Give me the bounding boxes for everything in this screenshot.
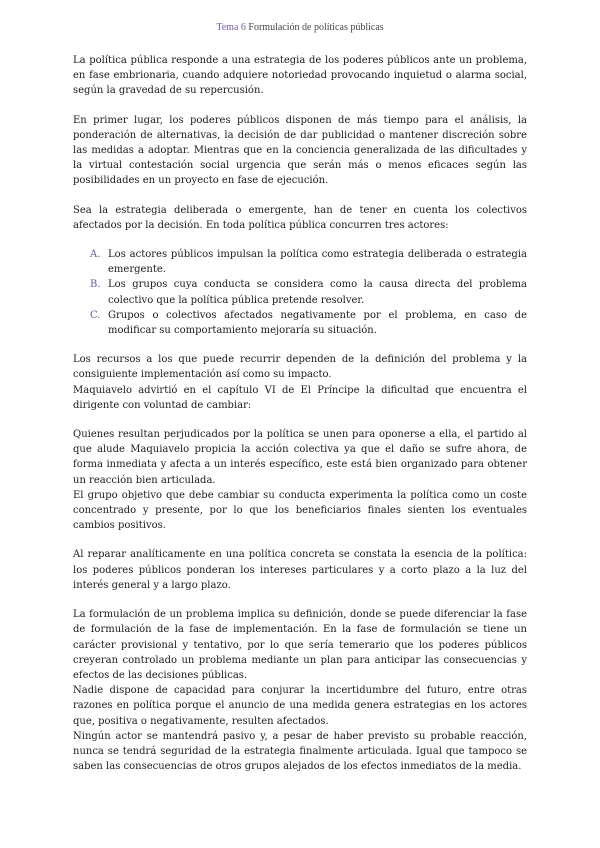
page-header xyxy=(0,22,600,33)
list-item xyxy=(90,277,527,307)
paragraph: Los recursos a los que puede recurrir dependen de la definición del problema y la consiguiente implementación así como su impacto. xyxy=(73,354,527,381)
actors-list xyxy=(73,247,527,338)
list-marker: B. xyxy=(90,279,101,291)
document-body xyxy=(73,53,527,774)
list-marker: C. xyxy=(90,309,101,321)
header-title: Formulación de políticas públicas xyxy=(248,22,384,33)
paragraph: Nadie dispone de capacidad para conjurar la incertidumbre del futuro, entre otras razones en política porque el anuncio de una medida genera estrategias en los actores que, positiva o negativamente, resulten afectados. xyxy=(73,685,527,727)
paragraph: Maquiavelo advirtió en el capítulo VI de El Príncipe la dificultad que encuentra el dirigente con voluntad de cambiar: xyxy=(73,384,527,411)
list-item xyxy=(90,247,527,277)
paragraph: La política pública responde a una estrategia de los poderes públicos ante un problema, en fase embrionaria, cuando adquiere notoriedad provocando inquietud o alarma social, según la gravedad de su repercusión. xyxy=(73,55,527,97)
paragraph: Ningún actor se mantendrá pasivo y, a pesar de haber previsto su probable reacción, nunca se tendrá seguridad de la estrategia finalmente articulada. Igual que tampoco se saben las consecuencias de otros grupos alejados de los efectos inmediatos de la media. xyxy=(73,730,527,773)
header-number: Tema 6 xyxy=(216,22,246,33)
list-item xyxy=(90,308,527,338)
paragraph: El grupo objetivo que debe cambiar su conducta experimenta la política como un coste concentrado y presente, por lo que los beneficiarios finales sienten los eventuales cambios positivos. xyxy=(73,489,527,532)
list-marker: A. xyxy=(90,249,101,261)
paragraph: Al reparar analíticamente en una política concreta se constata la esencia de la política: los poderes públicos ponderan los intereses particulares y a corto plazo a la luz del interés general y a largo plazo. xyxy=(73,549,527,591)
list-item-text: Los grupos cuya conducta se considera como la causa directa del problema colectivo que la política pública pretende resolver. xyxy=(108,279,527,306)
paragraph: Quienes resultan perjudicados por la política se unen para oponerse a ella, el partido al que alude Maquiavelo propicia la acción colectiva ya que el daño se sufre ahora, de forma inmediata y afecta a un interés específico, este está bien organizado para obtener un reacción bien articulada. xyxy=(73,429,527,486)
paragraph: La formulación de un problema implica su definición, donde se puede diferenciar la fase de formulación de la fase de implementación. En la fase de formulación se tiene un carácter provisional y tentativo, por lo que sería temerario que los poderes públicos creyeran controlado un problema mediante un plan para anticipar las consecuencias y efectos de las decisiones públicas. xyxy=(73,609,527,681)
list-item-text: Los actores públicos impulsan la política como estrategia deliberada o estrategia emergente. xyxy=(108,249,527,276)
paragraph: Sea la estrategia deliberada o emergente, han de tener en cuenta los colectivos afectados por la decisión. En toda política pública concurren tres actores: xyxy=(73,204,527,231)
list-item-text: Grupos o colectivos afectados negativamente por el problema, en caso de modificar su comportamiento mejoraría su situación. xyxy=(108,309,527,337)
paragraph: En primer lugar, los poderes públicos disponen de más tiempo para el análisis, la ponderación de alternativas, la decisión de dar publicidad o mantener discreción sobre las medidas a adoptar. Mientras que en la conciencia generalizada de las dificultades y la virtual contestación social urgencia que serán más o menos eficaces según las posibilidades en un proyecto en fase de ejecución. xyxy=(73,114,527,187)
